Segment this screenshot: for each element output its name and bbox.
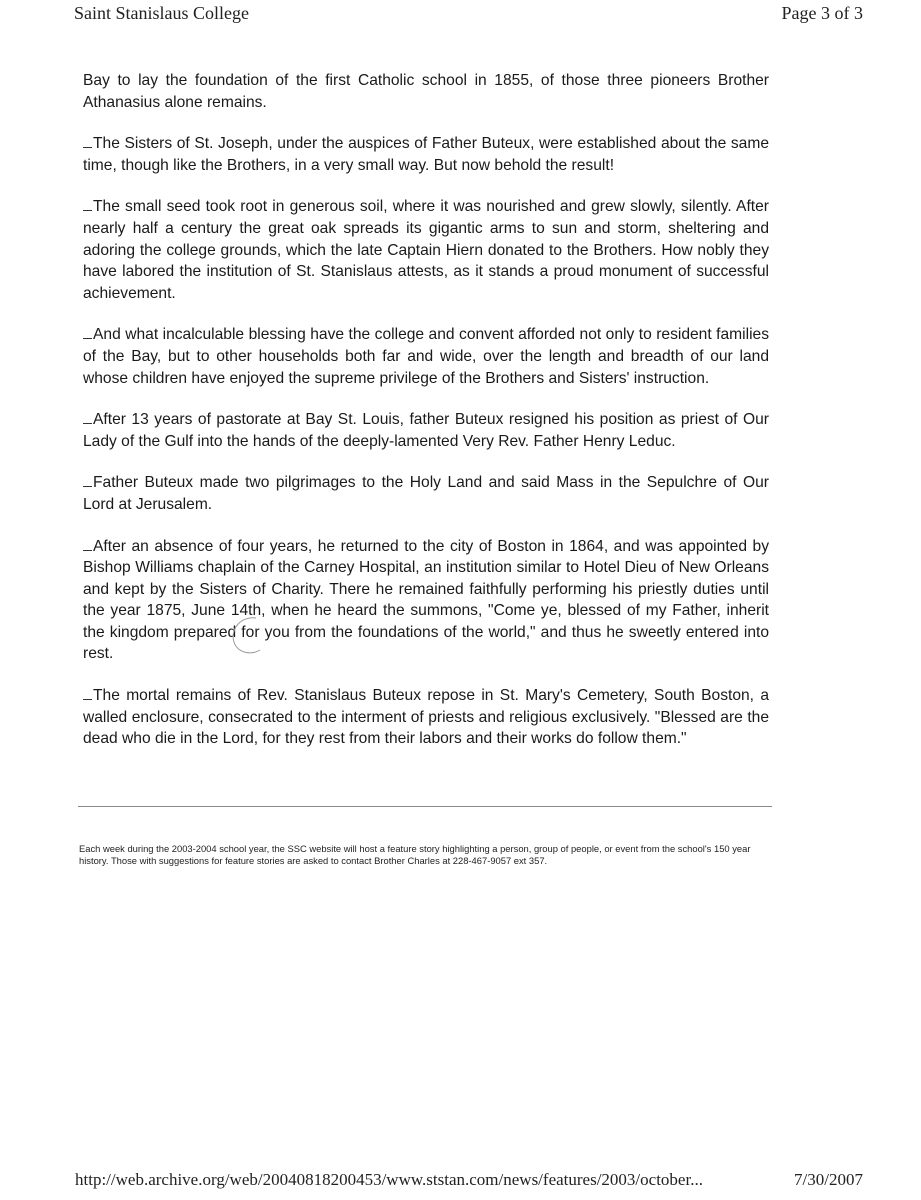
article-paragraph-4: And what incalculable blessing have the college and convent afforded not only to resident families of the Bay, but to other households both far and wide, over the length and breadth of our land whose children have enjoyed the supreme privilege of the Brothers and Sisters' instruction. <box>83 324 769 389</box>
source-url: http://web.archive.org/web/20040818200453/www.ststan.com/news/features/2003/october... <box>75 1170 703 1189</box>
page-number-indicator: Page 3 of 3 <box>781 3 863 23</box>
article-paragraph-1: Bay to lay the foundation of the first Catholic school in 1855, of those three pioneers Brother Athanasius alone remains. <box>83 72 769 111</box>
feature-footnote: Each week during the 2003-2004 school year, the SSC website will host a feature story highlighting a person, group of people, or event from the school's 150 year history. Those with suggestions for feature stories are asked to contact Brother Charles at 228-467-9057 ext 357. <box>79 843 751 866</box>
scan-artifact-circle <box>226 612 272 658</box>
article-paragraph-8: The mortal remains of Rev. Stanislaus Buteux repose in St. Mary's Cemetery, South Boston, a walled enclosure, consecrated to the interment of priests and religious exclusively. "Blessed are the dead who die in the Lord, for they rest from their labors and their works do follow them." <box>83 685 769 750</box>
article-paragraph-7: After an absence of four years, he returned to the city of Boston in 1864, and was appointed by Bishop Williams chaplain of the Carney Hospital, an institution similar to Hotel Dieu of New Orleans and kept by the Sisters of Charity. There he remained faithfully performing his priestly duties until the year 1875, June 14th, when he heard the summons, "Come ye, blessed of my Father, inherit the kingdom prepared for you from the foundations of the world," and thus he sweetly entered into rest. <box>83 536 769 666</box>
print-date: 7/30/2007 <box>794 1170 863 1189</box>
article-paragraph-2: The Sisters of St. Joseph, under the auspices of Father Buteux, were established about the same time, though like the Brothers, in a very small way. But now behold the result! <box>83 133 769 176</box>
footnote-divider <box>78 806 772 807</box>
article-paragraph-6: Father Buteux made two pilgrimages to the Holy Land and said Mass in the Sepulchre of Our Lord at Jerusalem. <box>83 472 769 515</box>
page-header-site-title: Saint Stanislaus College <box>74 3 249 23</box>
article-paragraph-3: The small seed took root in generous soil, where it was nourished and grew slowly, silently. After nearly half a century the great oak spreads its gigantic arms to sun and storm, sheltering and adoring the college grounds, which the late Captain Hiern donated to the Brothers. How nobly they have labored the institution of St. Stanislaus attests, as it stands a proud monument of successful achievement. <box>83 196 769 304</box>
article-body <box>83 70 769 770</box>
article-paragraph-5: After 13 years of pastorate at Bay St. Louis, father Buteux resigned his position as priest of Our Lady of the Gulf into the hands of the deeply-lamented Very Rev. Father Henry Leduc. <box>83 409 769 452</box>
